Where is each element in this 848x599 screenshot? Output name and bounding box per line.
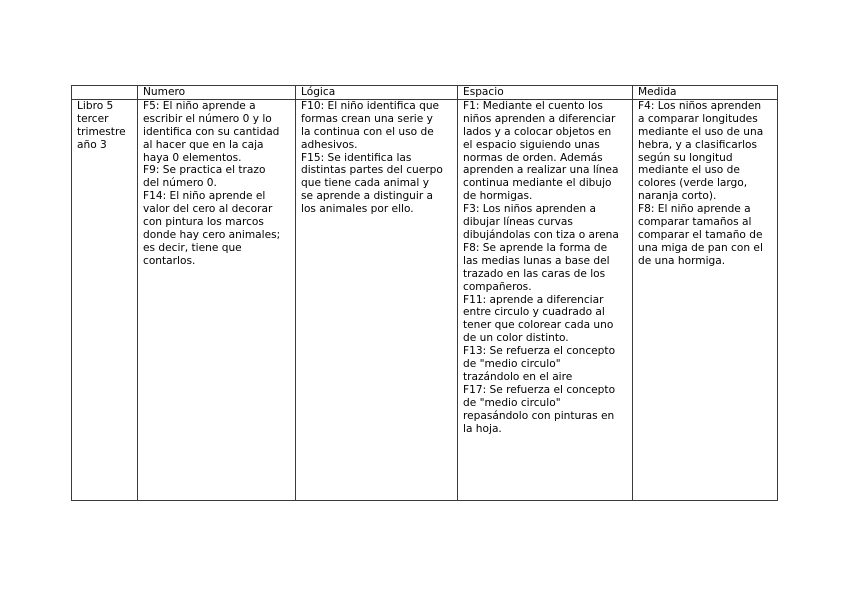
row-label-line: trimestre xyxy=(77,125,126,138)
numero-line: haya 0 elementos. xyxy=(143,151,242,164)
espacio-line: el espacio siguiendo unas xyxy=(463,138,600,151)
medida-cell xyxy=(633,99,778,500)
header-cell-numero: Numero xyxy=(138,86,296,100)
row-label-line: tercer xyxy=(77,112,109,125)
espacio-line: F11: aprende a diferenciar xyxy=(463,293,604,306)
medida-line: F8: El niño aprende a xyxy=(638,203,751,216)
header-cell-medida: Medida xyxy=(633,86,778,100)
medida-line: F4: Los niños aprenden xyxy=(638,99,762,112)
numero-line: F9: Se practica el trazo xyxy=(143,164,266,177)
espacio-line: normas de orden. Además xyxy=(463,151,603,164)
espacio-line: F17: Se refuerza el concepto xyxy=(463,383,616,396)
espacio-line: entre circulo y cuadrado al xyxy=(463,306,605,319)
header-cell-empty xyxy=(72,86,138,100)
medida-line: de una hormiga. xyxy=(638,254,726,267)
medida-line: mediante el uso de una xyxy=(638,125,764,138)
espacio-line: de "medio circulo" xyxy=(463,358,561,371)
espacio-line: las medias lunas a base del xyxy=(463,254,610,267)
logica-line: distintas partes del cuerpo xyxy=(301,164,443,177)
curriculum-table xyxy=(71,85,778,501)
header-row xyxy=(72,86,778,100)
espacio-line: de hormigas. xyxy=(463,190,533,203)
logica-line: que tiene cada animal y xyxy=(301,177,429,190)
row-label-line: año 3 xyxy=(77,138,107,151)
espacio-line: trazándolo en el aire xyxy=(463,370,573,383)
espacio-line: trazado en las caras de los xyxy=(463,267,606,280)
numero-line: al hacer que en la caja xyxy=(143,138,264,151)
numero-line: con pintura los marcos xyxy=(143,216,264,229)
espacio-line: de "medio circulo" xyxy=(463,396,561,409)
medida-line: mediante el uso de xyxy=(638,164,740,177)
numero-cell xyxy=(138,99,296,500)
espacio-line: F3: Los niños aprenden a xyxy=(463,203,596,216)
numero-line: identifica con su cantidad xyxy=(143,125,280,138)
espacio-line: dibujar líneas curvas xyxy=(463,216,573,229)
numero-line: del número 0. xyxy=(143,177,217,190)
espacio-line: repasándolo con pinturas en xyxy=(463,409,615,422)
header-cell-espacio: Espacio xyxy=(458,86,633,100)
medida-line: colores (verde largo, xyxy=(638,177,748,190)
medida-line: una miga de pan con el xyxy=(638,241,763,254)
numero-line: F5: El niño aprende a xyxy=(143,99,256,112)
row-label-cell xyxy=(72,99,138,500)
espacio-line: F8: Se aprende la forma de xyxy=(463,241,608,254)
medida-line: según su longitud xyxy=(638,151,733,164)
medida-line: hebra, y a clasificarlos xyxy=(638,138,758,151)
logica-line: la continua con el uso de xyxy=(301,125,434,138)
medida-line: comparar el tamaño de xyxy=(638,228,763,241)
espacio-line: F1: Mediante el cuento los xyxy=(463,99,603,112)
header-cell-logica: Lógica xyxy=(296,86,458,100)
espacio-line: lados y a colocar objetos en xyxy=(463,125,612,138)
logica-cell xyxy=(296,99,458,500)
espacio-line: niños aprenden a diferenciar xyxy=(463,112,616,125)
numero-line: donde hay cero animales; xyxy=(143,228,281,241)
espacio-line: tener que colorear cada uno xyxy=(463,319,614,332)
logica-line: F10: El niño identifica que xyxy=(301,99,440,112)
numero-line: escribir el número 0 y lo xyxy=(143,112,272,125)
logica-line: F15: Se identifica las xyxy=(301,151,412,164)
espacio-line: aprenden a realizar una línea xyxy=(463,164,619,177)
logica-line: adhesivos. xyxy=(301,138,358,151)
espacio-line: dibujándolas con tiza o arena xyxy=(463,228,619,241)
logica-line: se aprende a distinguir a xyxy=(301,190,434,203)
espacio-line: F13: Se refuerza el concepto xyxy=(463,345,616,358)
espacio-line: compañeros. xyxy=(463,280,532,293)
espacio-line: continua mediante el dibujo xyxy=(463,177,612,190)
medida-line: naranja corto). xyxy=(638,190,717,203)
numero-line: contarlos. xyxy=(143,254,196,267)
medida-line: comparar tamaños al xyxy=(638,216,752,229)
espacio-cell xyxy=(458,99,633,500)
row-label-line: Libro 5 xyxy=(77,99,114,112)
medida-line: a comparar longitudes xyxy=(638,112,758,125)
logica-line: los animales por ello. xyxy=(301,203,414,216)
numero-line: F14: El niño aprende el xyxy=(143,190,266,203)
table-row xyxy=(72,99,778,500)
espacio-line: de un color distinto. xyxy=(463,332,569,345)
espacio-line: la hoja. xyxy=(463,422,502,435)
numero-line: valor del cero al decorar xyxy=(143,203,273,216)
logica-line: formas crean una serie y xyxy=(301,112,433,125)
numero-line: es decir, tiene que xyxy=(143,241,242,254)
